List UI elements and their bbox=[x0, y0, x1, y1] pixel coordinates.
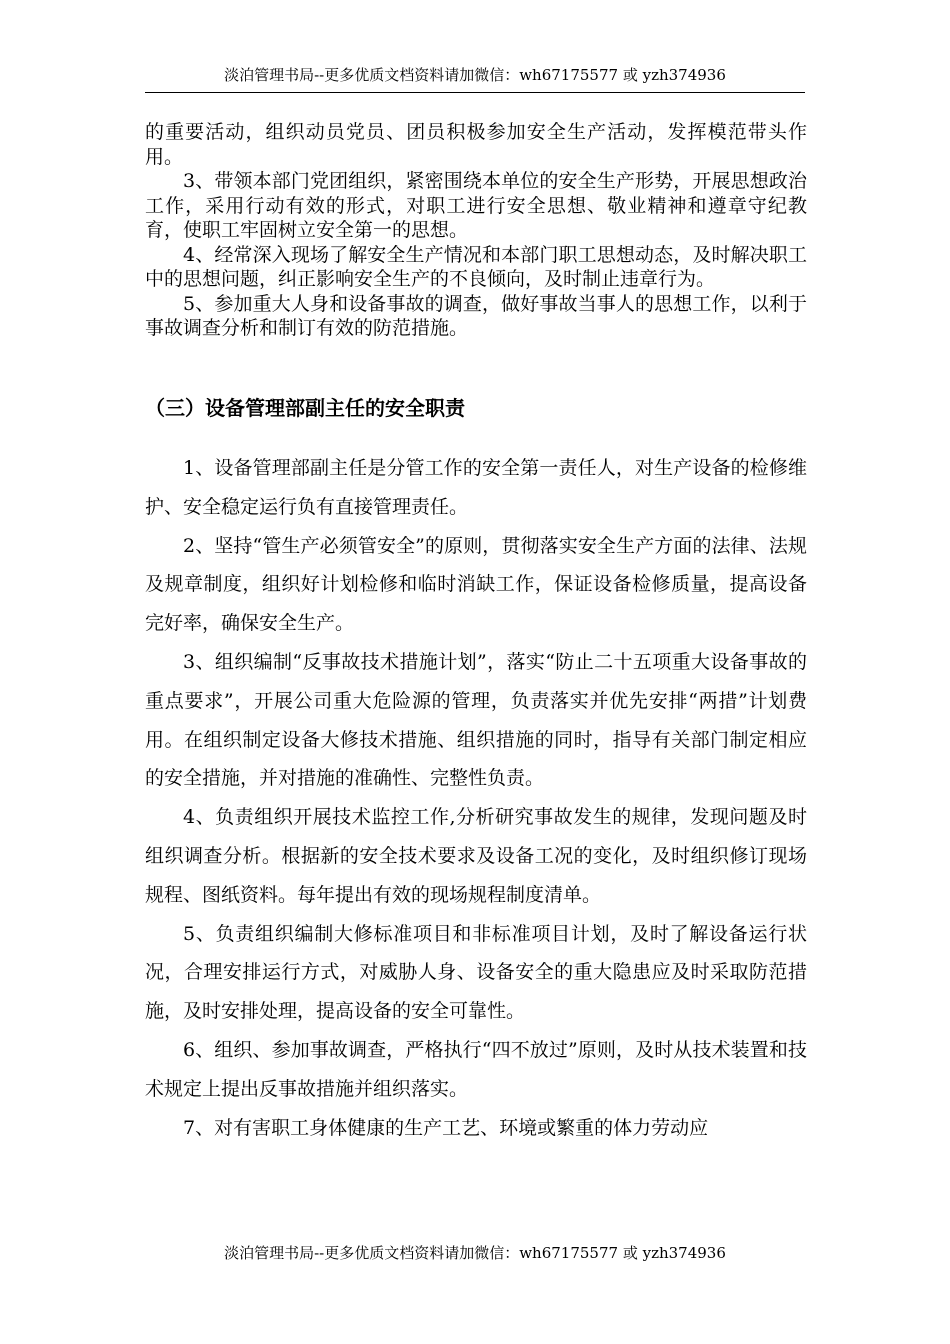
paragraph-item-3: 3、带领本部门党团组织，紧密围绕本单位的安全生产形势，开展思想政治工作，采用行动有效的形式，对职工进行安全思想、敬业精神和遵章守纪教育，使职工牢固树立安全第一的思想。 bbox=[145, 170, 807, 241]
paragraph-item-2: 2、坚持“管生产必须管安全”的原则，贯彻落实安全生产方面的法律、法规及规章制度，组织好计划检修和临时消缺工作，保证设备检修质量，提高设备完好率，确保安全生产。 bbox=[145, 534, 807, 635]
paragraph-item-5: 5、参加重大人身和设备事故的调查，做好事故当事人的思想工作，以利于事故调查分析和制订有效的防范措施。 bbox=[145, 292, 807, 339]
paragraph-item-5: 5、负责组织编制大修标准项目和非标准项目计划，及时了解设备运行状况，合理安排运行方式，对威胁人身、设备安全的重大隐患应及时采取防范措施，及时安排处理，提高设备的安全可靠性。 bbox=[145, 922, 807, 1023]
section-heading: （三）设备管理部副主任的安全职责 bbox=[145, 396, 465, 420]
page-footer: 淡泊管理书局--更多优质文档资料请加微信：wh67175577 或 yzh374936 bbox=[224, 1244, 726, 1262]
paragraph-item-6: 6、组织、参加事故调查，严格执行“四不放过”原则，及时从技术装置和技术规定上提出反事故措施并组织落实。 bbox=[145, 1038, 807, 1100]
section-two-body bbox=[145, 120, 807, 341]
paragraph-item-3: 3、组织编制“反事故技术措施计划”，落实“防止二十五项重大设备事故的重点要求”，开展公司重大危险源的管理，负责落实并优先安排“两措”计划费用。在组织制定设备大修技术措施、组织措施的同时，指导有关部门制定相应的安全措施，并对措施的准确性、完整性负责。 bbox=[145, 650, 807, 790]
paragraph-continuation: 的重要活动，组织动员党员、团员积极参加安全生产活动，发挥模范带头作用。 bbox=[145, 121, 807, 168]
section-three-body bbox=[145, 449, 807, 1147]
page-header: 淡泊管理书局--更多优质文档资料请加微信：wh67175577 或 yzh374936 bbox=[224, 66, 726, 84]
paragraph-item-4: 4、负责组织开展技术监控工作,分析研究事故发生的规律，发现问题及时组织调查分析。根据新的安全技术要求及设备工况的变化，及时组织修订现场规程、图纸资料。每年提出有效的现场规程制度清单。 bbox=[145, 806, 807, 906]
header-rule bbox=[145, 92, 805, 93]
paragraph-item-1: 1、设备管理部副主任是分管工作的安全第一责任人，对生产设备的检修维护、安全稳定运行负有直接管理责任。 bbox=[145, 457, 807, 518]
paragraph-item-7: 7、对有害职工身体健康的生产工艺、环境或繁重的体力劳动应 bbox=[183, 1116, 709, 1139]
paragraph-item-4: 4、经常深入现场了解安全生产情况和本部门职工思想动态，及时解决职工中的思想问题，纠正影响安全生产的不良倾向，及时制止违章行为。 bbox=[145, 243, 807, 290]
